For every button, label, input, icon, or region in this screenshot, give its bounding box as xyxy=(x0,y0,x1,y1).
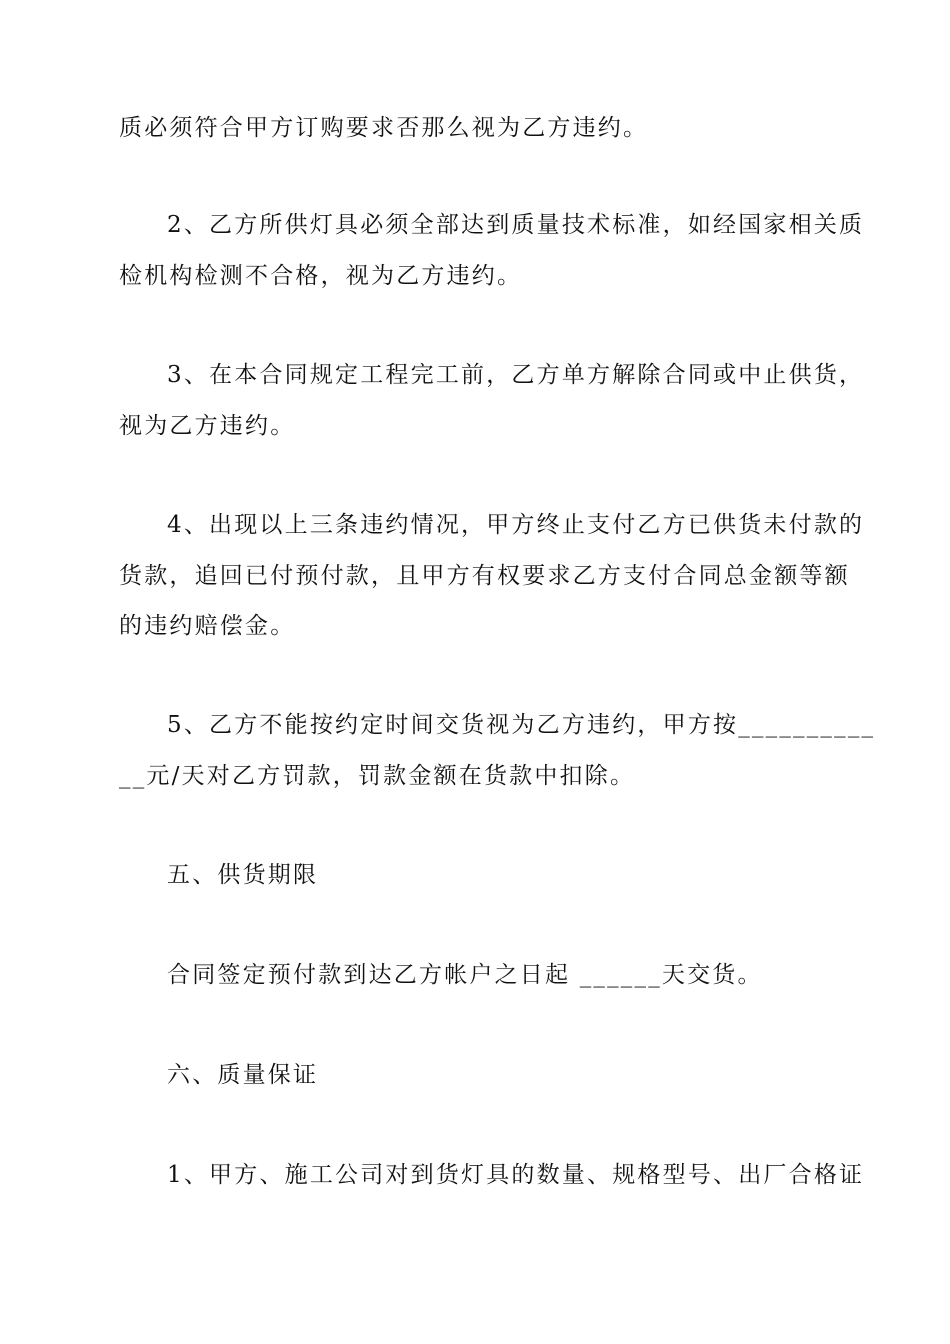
section-heading-supply-period: 五、供货期限 xyxy=(167,862,319,888)
paragraph-1-line-1: 质必须符合甲方订购要求否那么视为乙方违约。 xyxy=(119,115,649,141)
paragraph-2-line-1: 2、乙方所供灯具必须全部达到质量技术标准，如经国家相关质 xyxy=(167,212,865,238)
paragraph-quality-1-line-1: 1、甲方、施工公司对到货灯具的数量、规格型号、出厂合格证 xyxy=(167,1162,865,1188)
paragraph-2-line-2: 检机构检测不合格，视为乙方违约。 xyxy=(119,263,523,289)
paragraph-4-line-1: 4、出现以上三条违约情况，甲方终止支付乙方已供货未付款的 xyxy=(167,512,865,538)
paragraph-4-line-3: 的违约赔偿金。 xyxy=(119,613,296,639)
section-heading-quality-guarantee: 六、质量保证 xyxy=(167,1062,319,1088)
paragraph-3-line-2: 视为乙方违约。 xyxy=(119,413,296,439)
paragraph-4-line-2: 货款，追回已付预付款，且甲方有权要求乙方支付合同总金额等额 xyxy=(119,563,850,589)
paragraph-5-line-1: 5、乙方不能按约定时间交货视为乙方违约，甲方按__________ xyxy=(167,712,876,738)
paragraph-delivery-term: 合同签定预付款到达乙方帐户之日起 ______天交货。 xyxy=(167,962,763,988)
paragraph-3-line-1: 3、在本合同规定工程完工前，乙方单方解除合同或中止供货， xyxy=(167,362,865,388)
paragraph-5-line-2: __元/天对乙方罚款，罚款金额在货款中扣除。 xyxy=(119,763,636,789)
